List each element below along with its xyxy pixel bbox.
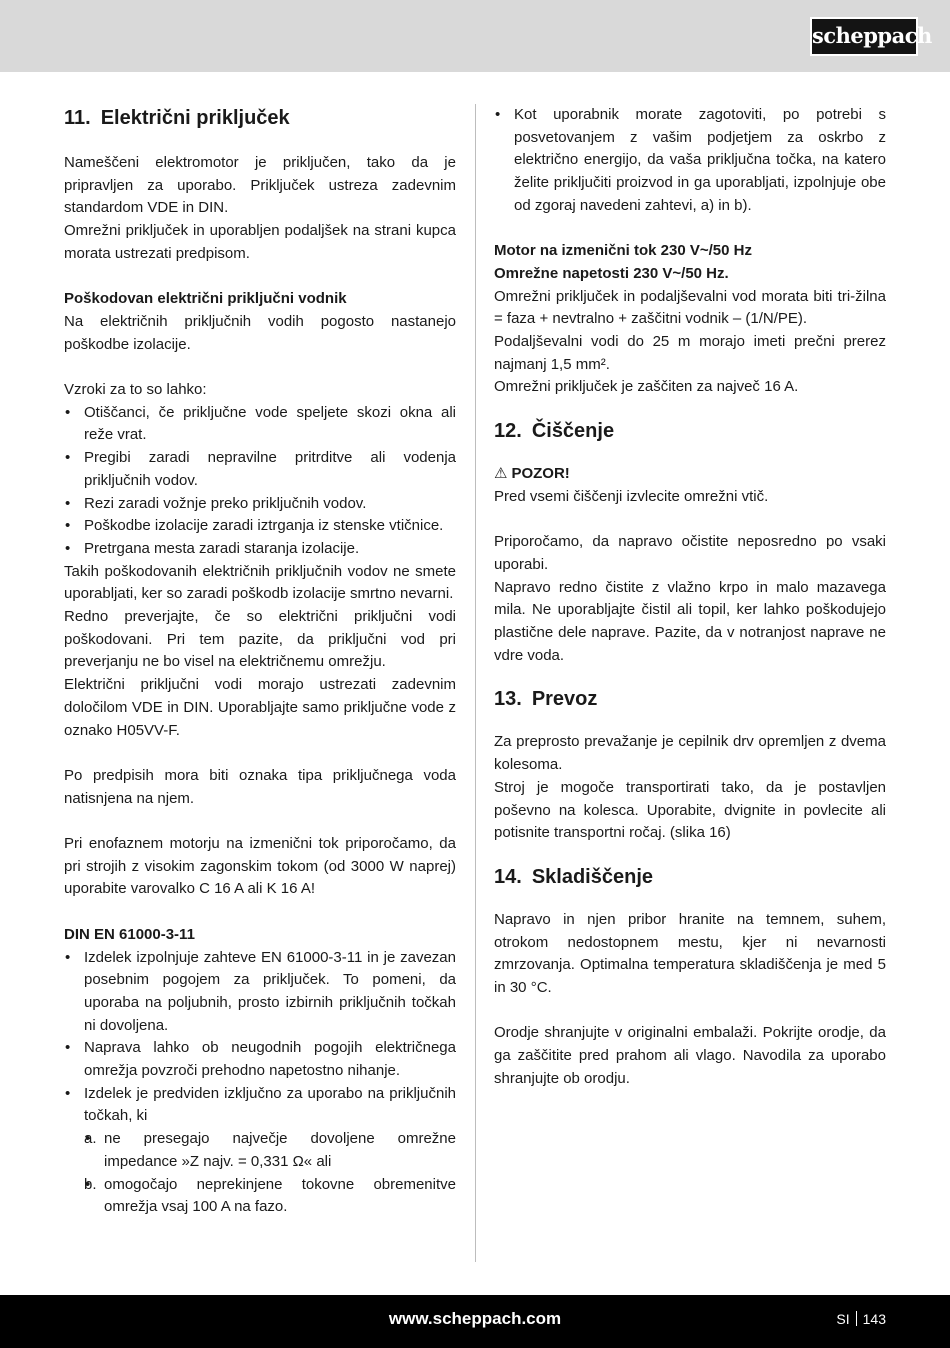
page-separator xyxy=(856,1311,857,1326)
subheading: Poškodovan električni priključni vodnik xyxy=(64,290,347,308)
section-title: Skladiščenje xyxy=(531,865,653,888)
warning-label xyxy=(494,463,886,486)
section-11-heading xyxy=(64,104,456,132)
subheading: DIN EN 61000-3-11 xyxy=(64,925,195,943)
paragraph: Napravo in njen pribor hranite na temnem, suhem, otrokom nedostopnem mestu, kjer ni nevarnosti zmrzovanja. Optimalna temperatura skladiščenja je med 5 in 30 °C. xyxy=(494,910,886,997)
paragraph: Po predpisih mora biti oznaka tipa priključnega voda natisnjena na njem. xyxy=(64,766,456,807)
din-list xyxy=(64,947,456,1219)
sublist-text: omogočajo neprekinjene tokovne obremenitve omrežja vsaj 100 A na fazo. xyxy=(104,1175,456,1216)
paragraph: Vzroki za to so lahko: xyxy=(64,381,207,398)
paragraph: Omrežni priključek in podaljševalni vod morata biti tri-žilna = faza + nevtralno + zaščitni vodnik – (1/N/PE). xyxy=(494,287,886,328)
requirement-list xyxy=(494,104,886,218)
paragraph: Redno preverjajte, če so električni priključni vodi poškodovani. Pri tem pazite, da priključni vod pri preverjanju ne bo visel na električnemu omrežju. xyxy=(64,608,456,671)
section-number: 14. xyxy=(494,865,522,888)
warning-triangle-icon: ⚠ xyxy=(494,465,508,483)
right-column xyxy=(494,104,886,1091)
paragraph: Električni priključni vodi morajo ustrezati zadevnim določilom VDE in DIN. Uporabljajte samo priključne vode z oznako H05VV-F. xyxy=(64,676,456,739)
page-number: 143 xyxy=(862,1311,886,1327)
paragraph: Za preprosto prevažanje je cepilnik drv opremljen z dvema kolesoma. xyxy=(494,733,886,774)
sublist-item xyxy=(84,1128,456,1173)
footer-url[interactable]: www.scheppach.com xyxy=(388,1309,562,1328)
paragraph: Omrežni priključek je zaščiten za največ 16 A. xyxy=(494,378,799,396)
section-number: 11. xyxy=(64,107,91,129)
paragraph: Podaljševalni vodi do 25 m morajo imeti prečni prerez najmanj 1,5 mm². xyxy=(494,333,886,373)
list-item: • Izdelek izpolnjuje zahteve EN 61000-3-11 in je zavezan posebnim pogojem za priključek. To pomeni, da uporaba na poljubnih, prosto izbirnih priključnih točkah ni dovoljena. xyxy=(64,947,456,1038)
paragraph: Orodje shranjujte v originalni embalaži. Pokrijte orodje, da ga zaščitite pred prahom ali vlago. Navodila za uporabo shranjujte ob orodju. xyxy=(494,1024,886,1087)
paragraph: Omrežni priključek in uporabljen podaljšek na strani kupca morata ustrezati predpisom. xyxy=(64,222,456,262)
paragraph: Nameščeni elektromotor je priključen, tako da je pripravljen za uporabo. Priključek ustreza zadevnim standardom VDE in DIN. xyxy=(64,154,456,217)
list-item: • Pregibi zaradi nepravilne pritrditve ali vodenja priključnih vodov. xyxy=(64,447,456,492)
list-item xyxy=(64,1083,456,1219)
list-item: • Kot uporabnik morate zagotoviti, po potrebi s posvetovanjem z vašim podjetjem za oskrbo z električno energijo, da vaša priključna točka, na katero želite priključiti proizvod in ga uporabljati, izpolnjuje obe od zgoraj navedeni zahtevi, a) in b). xyxy=(494,104,886,218)
section-13-heading xyxy=(494,685,886,713)
warning-label-text: POZOR! xyxy=(511,465,570,483)
section-title: Električni priključek xyxy=(100,107,290,129)
sublist-item xyxy=(84,1174,456,1219)
sublist-letter: • a. xyxy=(84,1130,97,1148)
column-divider xyxy=(475,104,476,1262)
language-code: SI xyxy=(836,1311,850,1327)
paragraph: Takih poškodovanih električnih priključnih vodov ne smete uporabljati, ker so zaradi poškodb izolacije smrtno nevarni. xyxy=(64,562,456,603)
list-item: • Naprava lahko ob neugodnih pogojih električnega omrežja povzroči prehodno napetostno nihanje. xyxy=(64,1037,456,1082)
footer xyxy=(0,1295,950,1348)
subheading: Omrežne napetosti 230 V~/50 Hz. xyxy=(494,264,729,282)
section-12-heading xyxy=(494,417,886,445)
header-band xyxy=(0,0,950,72)
list-item: • Otiščanci, če priključne vode speljete skozi okna ali reže vrat. xyxy=(64,402,456,447)
din-sublist xyxy=(84,1128,456,1219)
brand-logo: scheppach xyxy=(810,17,918,56)
section-14-heading xyxy=(494,863,886,891)
page-indicator xyxy=(836,1311,886,1327)
paragraph: Pred vsemi čiščenji izvlecite omrežni vtič. xyxy=(494,487,769,505)
paragraph: Na električnih priključnih vodih pogosto nastanejo poškodbe izolacije. xyxy=(64,312,456,353)
list-item: • Poškodbe izolacije zaradi iztrganja iz stenske vtičnice. xyxy=(64,515,456,538)
list-item: • Rezi zaradi vožnje preko priključnih vodov. xyxy=(64,493,456,516)
causes-list xyxy=(64,402,456,561)
section-title: Prevoz xyxy=(531,688,598,711)
left-column xyxy=(64,104,456,1219)
paragraph: Stroj je mogoče transportirati tako, da je postavljen poševno na kolesca. Uporabite, dvignite in povlecite ali potisnite transportni ročaj. (slika 16) xyxy=(494,778,886,842)
paragraph: Priporočamo, da napravo očistite neposredno po vsaki uporabi. xyxy=(494,533,886,573)
section-title: Čiščenje xyxy=(531,420,615,443)
subheading: Motor na izmenični tok 230 V~/50 Hz xyxy=(494,242,752,260)
section-number: 13. xyxy=(494,688,522,711)
section-number: 12. xyxy=(494,420,522,443)
list-item-text: Izdelek je predviden izključno za uporabo na priključnih točkah, ki xyxy=(84,1084,456,1125)
list-item: • Pretrgana mesta zaradi staranja izolacije. xyxy=(64,538,456,561)
sublist-letter: • b. xyxy=(84,1175,97,1193)
paragraph: Pri enofaznem motorju na izmenični tok priporočamo, da pri strojih z visokim zagonskim tokom (od 3000 W naprej) uporabite varovalko C 16 A ali K 16 A! xyxy=(64,835,456,898)
sublist-text: ne presegajo največje dovoljene omrežne impedance »Z najv. = 0,331 Ω« ali xyxy=(104,1130,456,1170)
paragraph: Napravo redno čistite z vlažno krpo in malo mazavega mila. Ne uporabljajte čistil ali topil, ker lahko poškodujejo plastične dele naprave. Pazite, da v notranjost naprave ne vdre voda. xyxy=(494,578,886,664)
